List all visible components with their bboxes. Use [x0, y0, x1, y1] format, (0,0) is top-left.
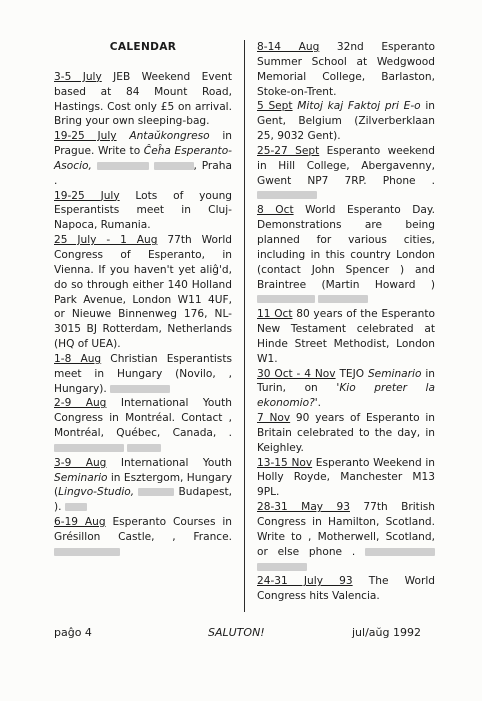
- entry-date: 25-27 Sept: [257, 144, 320, 157]
- entry-date: 2-9 Aug: [54, 397, 107, 410]
- redacted-address: [138, 488, 174, 496]
- entry-date: 19-25 July: [54, 189, 120, 202]
- entry-text: Christian Esperantists meet in Hungary (Novilo, , Hungary).: [54, 352, 233, 395]
- calendar-entry: [54, 189, 232, 234]
- entry-italic: Seminario: [54, 471, 108, 484]
- calendar-column-left: [54, 40, 232, 560]
- entry-date: 13-15 Nov: [257, 456, 313, 469]
- entry-text: in Esztergom, Hungary (: [54, 471, 233, 499]
- entry-text: TEJO: [335, 367, 368, 380]
- calendar-entry: [257, 574, 435, 604]
- entry-text: in Prague. Write to: [54, 130, 232, 158]
- entry-italic: Mitoj kaj Faktoj pri E-o: [297, 100, 421, 113]
- redacted-postcode: [154, 162, 194, 170]
- column-divider: [244, 40, 245, 612]
- calendar-entry: [54, 129, 232, 188]
- entry-text: 77th British Congress in Hamilton, Scotland. Write to , Motherwell, Scotland, or else phone .: [257, 501, 436, 558]
- redacted-phone: [318, 295, 368, 303]
- entry-text: Lots of young Esperantists meet in Cluj-Napoca, Rumania.: [54, 189, 233, 232]
- entry-date: 19-25 July: [54, 130, 117, 143]
- entry-date: 11 Oct: [257, 308, 293, 321]
- entry-text: World Esperanto Day. Demonstrations are being planned for various cities, including in this country London (contact John Spencer ) and Braintree (Martin Howard ): [257, 204, 435, 291]
- entry-date: 7 Nov: [257, 412, 291, 425]
- magazine-name: SALUTON!: [208, 626, 265, 639]
- entry-text: , Praha .: [54, 159, 232, 187]
- entry-italic: 'Kio preter la ekonomio?': [257, 382, 435, 410]
- calendar-entry: [257, 367, 435, 412]
- calendar-entry: [257, 144, 435, 203]
- entry-date: 30 Oct - 4 Nov: [257, 367, 336, 380]
- entry-text: The World Congress hits Valencia.: [257, 575, 435, 603]
- entry-italic: Seminario: [367, 367, 422, 380]
- redacted-phone: [257, 295, 315, 303]
- calendar-entry: [257, 40, 435, 99]
- entry-text: in Turin, on: [257, 367, 435, 395]
- entry-date: 28-31 May 93: [257, 501, 350, 514]
- calendar-column-right: [257, 40, 435, 604]
- entry-date: 3-9 Aug: [54, 456, 107, 469]
- page-number: paĝo 4: [54, 626, 92, 639]
- entry-text: International Youth Congress in Montréal. Contact , Montréal, Québec, Canada, .: [54, 397, 233, 440]
- calendar-entry: [257, 456, 435, 501]
- entry-italic: Lingvo-Studio,: [58, 486, 135, 499]
- entry-text: .: [317, 397, 321, 410]
- entry-text: International Youth: [106, 456, 233, 469]
- issue-date: jul/aŭg 1992: [352, 626, 421, 639]
- entry-text: 77th World Congress of Esperanto, in Vienna. If you haven't yet aliĝ'd, do so through either 140 Holland Park Avenue, London W11 4UF, or Nieuwe Binnenweg 176, NL-3015 BJ Rotterdam, Netherlands (HQ of UEA).: [54, 234, 232, 351]
- calendar-entry: [54, 352, 232, 397]
- redacted-address: [110, 385, 170, 393]
- entry-text: 32nd Esperanto Summer School at Wedgwood Memorial College, Barlaston, Stoke-on-Trent.: [257, 41, 435, 98]
- calendar-entry: [54, 70, 232, 129]
- entry-date: 8-14 Aug: [257, 41, 320, 53]
- entry-date: 25 July - 1 Aug: [54, 234, 158, 247]
- redacted-address: [365, 548, 435, 556]
- redacted-address: [54, 548, 120, 556]
- calendar-entry: [257, 307, 435, 366]
- entry-text: 80 years of the Esperanto New Testament celebrated at Hinde Street Methodist, London W1.: [257, 308, 435, 365]
- calendar-entry: [54, 456, 232, 515]
- calendar-entry: [257, 500, 435, 574]
- entry-text: Esperanto Weekend in Holly Royde, Manchester M13 9PL.: [257, 456, 436, 499]
- calendar-entry: [54, 233, 232, 352]
- entry-date: 8 Oct: [257, 204, 294, 217]
- entry-date: 1-8 Aug: [54, 352, 102, 365]
- redacted-postcode: [127, 444, 161, 452]
- redacted-postcode: [65, 503, 87, 511]
- calendar-entry: [54, 396, 232, 455]
- redacted-address: [97, 162, 149, 170]
- entry-text: 90 years of Esperanto in Britain celebrated to the day, in Keighley.: [257, 412, 435, 454]
- entry-date: 6-19 Aug: [54, 516, 106, 529]
- entry-text: Esperanto Courses in Grésillon Castle, , France.: [54, 516, 232, 543]
- calendar-heading: CALENDAR: [109, 41, 177, 53]
- entry-text: in Gent, Belgium (Zilverberklaan 25, 9032 Gent).: [257, 100, 435, 143]
- redacted-address: [54, 444, 124, 452]
- calendar-entry: [257, 203, 435, 307]
- redacted-phone: [257, 563, 307, 571]
- entry-date: 3-5 July: [54, 70, 102, 83]
- calendar-entry: [54, 515, 232, 560]
- entry-text: Esperanto weekend in Hill College, Abergavenny, Gwent NP7 7RP. Phone .: [257, 144, 435, 187]
- entry-italic: Ĉeĥa Esperanto-Asocio,: [54, 145, 232, 172]
- redacted-phone: [257, 191, 317, 199]
- entry-text: Budapest, ).: [54, 486, 232, 514]
- entry-text: JEB Weekend Event based at 84 Mount Road, Hastings. Cost only £5 on arrival. Bring your own sleeping-bag.: [54, 70, 232, 128]
- calendar-entry: [257, 411, 435, 456]
- calendar-entry: [257, 99, 435, 144]
- entry-italic: Antaŭkongreso: [129, 130, 210, 143]
- entry-date: 24-31 July 93: [257, 575, 353, 588]
- entry-date: 5 Sept: [257, 100, 293, 113]
